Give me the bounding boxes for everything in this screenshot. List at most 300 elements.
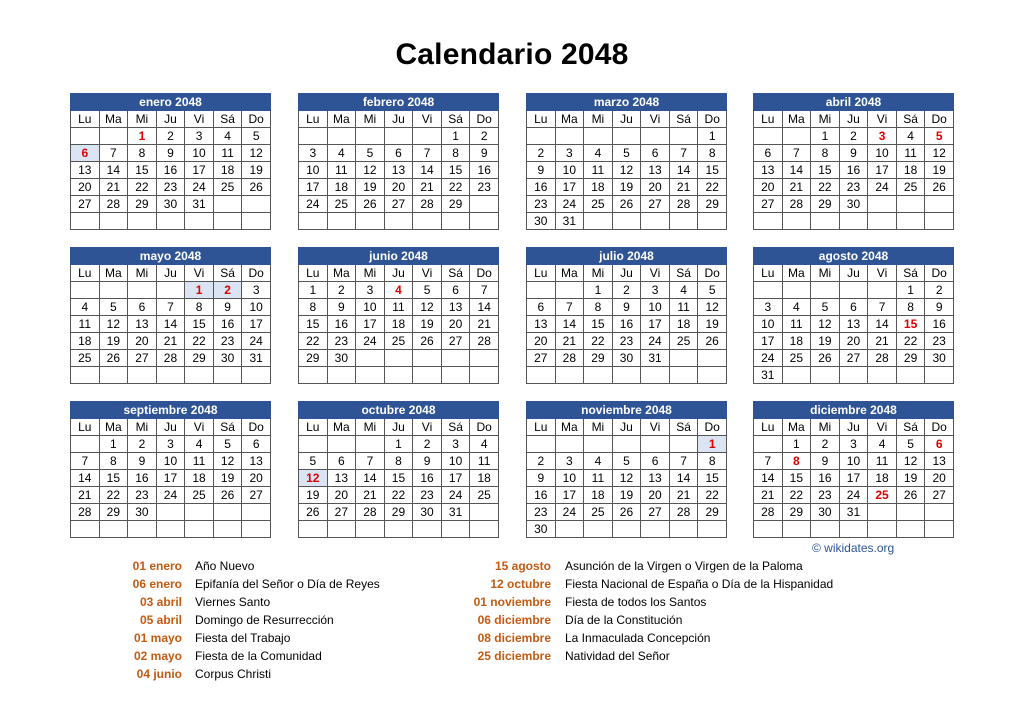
day-cell[interactable]: 24 [555, 196, 584, 213]
day-cell[interactable]: 15 [698, 470, 727, 487]
day-cell[interactable]: 13 [128, 316, 157, 333]
day-cell[interactable]: 21 [356, 487, 385, 504]
day-cell[interactable]: 18 [327, 179, 356, 196]
day-cell[interactable]: 28 [754, 504, 783, 521]
day-cell[interactable]: 29 [584, 350, 613, 367]
day-cell[interactable]: 20 [128, 333, 157, 350]
day-cell[interactable]: 28 [669, 504, 698, 521]
day-cell[interactable]: 15 [99, 470, 128, 487]
day-cell[interactable]: 27 [441, 333, 470, 350]
source-link[interactable]: © wikidates.org [812, 541, 895, 555]
day-cell[interactable]: 12 [356, 162, 385, 179]
day-cell[interactable]: 8 [698, 453, 727, 470]
day-cell[interactable]: 14 [356, 470, 385, 487]
day-cell[interactable]: 11 [384, 299, 413, 316]
day-cell[interactable]: 16 [612, 316, 641, 333]
day-cell[interactable]: 27 [641, 504, 670, 521]
day-cell[interactable]: 23 [327, 333, 356, 350]
day-cell[interactable]: 9 [527, 162, 556, 179]
day-cell[interactable]: 9 [128, 453, 157, 470]
day-cell[interactable]: 5 [356, 145, 385, 162]
day-cell[interactable]: 29 [299, 350, 328, 367]
day-cell[interactable]: 8 [299, 299, 328, 316]
day-cell[interactable]: 5 [213, 436, 242, 453]
day-cell[interactable]: 30 [925, 350, 954, 367]
day-cell[interactable]: 12 [698, 299, 727, 316]
day-cell[interactable]: 26 [698, 333, 727, 350]
day-cell[interactable]: 2 [413, 436, 442, 453]
day-cell[interactable]: 13 [242, 453, 271, 470]
day-cell[interactable]: 6 [754, 145, 783, 162]
day-cell[interactable]: 21 [71, 487, 100, 504]
day-cell[interactable]: 27 [128, 350, 157, 367]
day-cell[interactable]: 22 [128, 179, 157, 196]
day-cell[interactable]: 12 [299, 470, 328, 487]
day-cell[interactable]: 15 [896, 316, 925, 333]
day-cell[interactable]: 23 [213, 333, 242, 350]
day-cell[interactable]: 17 [185, 162, 214, 179]
day-cell[interactable]: 20 [641, 487, 670, 504]
day-cell[interactable]: 19 [242, 162, 271, 179]
day-cell[interactable]: 10 [555, 162, 584, 179]
day-cell[interactable]: 4 [868, 436, 897, 453]
day-cell[interactable]: 18 [896, 162, 925, 179]
day-cell[interactable]: 8 [782, 453, 811, 470]
day-cell[interactable]: 26 [299, 504, 328, 521]
day-cell[interactable]: 13 [327, 470, 356, 487]
day-cell[interactable]: 14 [555, 316, 584, 333]
day-cell[interactable]: 20 [384, 179, 413, 196]
day-cell[interactable]: 8 [185, 299, 214, 316]
day-cell[interactable]: 19 [925, 162, 954, 179]
day-cell[interactable]: 19 [99, 333, 128, 350]
day-cell[interactable]: 16 [527, 487, 556, 504]
day-cell[interactable]: 10 [242, 299, 271, 316]
day-cell[interactable]: 21 [754, 487, 783, 504]
day-cell[interactable]: 6 [128, 299, 157, 316]
day-cell[interactable]: 27 [925, 487, 954, 504]
day-cell[interactable]: 24 [441, 487, 470, 504]
day-cell[interactable]: 4 [896, 128, 925, 145]
day-cell[interactable]: 2 [156, 128, 185, 145]
day-cell[interactable]: 4 [470, 436, 499, 453]
day-cell[interactable]: 31 [839, 504, 868, 521]
day-cell[interactable]: 4 [782, 299, 811, 316]
day-cell[interactable]: 2 [811, 436, 840, 453]
day-cell[interactable]: 2 [470, 128, 499, 145]
day-cell[interactable]: 21 [782, 179, 811, 196]
day-cell[interactable]: 4 [384, 282, 413, 299]
day-cell[interactable]: 27 [754, 196, 783, 213]
day-cell[interactable]: 8 [384, 453, 413, 470]
day-cell[interactable]: 6 [641, 453, 670, 470]
day-cell[interactable]: 1 [384, 436, 413, 453]
day-cell[interactable]: 22 [584, 333, 613, 350]
day-cell[interactable]: 1 [782, 436, 811, 453]
day-cell[interactable]: 16 [527, 179, 556, 196]
day-cell[interactable]: 7 [754, 453, 783, 470]
day-cell[interactable]: 30 [527, 213, 556, 230]
day-cell[interactable]: 11 [470, 453, 499, 470]
day-cell[interactable]: 22 [99, 487, 128, 504]
day-cell[interactable]: 22 [698, 179, 727, 196]
day-cell[interactable]: 11 [782, 316, 811, 333]
day-cell[interactable]: 11 [213, 145, 242, 162]
day-cell[interactable]: 30 [327, 350, 356, 367]
day-cell[interactable]: 18 [868, 470, 897, 487]
day-cell[interactable]: 18 [213, 162, 242, 179]
day-cell[interactable]: 28 [356, 504, 385, 521]
day-cell[interactable]: 16 [413, 470, 442, 487]
day-cell[interactable]: 16 [128, 470, 157, 487]
day-cell[interactable]: 7 [156, 299, 185, 316]
day-cell[interactable]: 14 [754, 470, 783, 487]
day-cell[interactable]: 17 [839, 470, 868, 487]
day-cell[interactable]: 3 [356, 282, 385, 299]
day-cell[interactable]: 6 [441, 282, 470, 299]
day-cell[interactable]: 7 [413, 145, 442, 162]
day-cell[interactable]: 4 [584, 145, 613, 162]
day-cell[interactable]: 4 [71, 299, 100, 316]
day-cell[interactable]: 30 [128, 504, 157, 521]
day-cell[interactable]: 25 [669, 333, 698, 350]
day-cell[interactable]: 1 [896, 282, 925, 299]
day-cell[interactable]: 28 [413, 196, 442, 213]
day-cell[interactable]: 13 [527, 316, 556, 333]
day-cell[interactable]: 9 [470, 145, 499, 162]
day-cell[interactable]: 28 [868, 350, 897, 367]
day-cell[interactable]: 27 [242, 487, 271, 504]
day-cell[interactable]: 8 [811, 145, 840, 162]
day-cell[interactable]: 11 [185, 453, 214, 470]
day-cell[interactable]: 24 [356, 333, 385, 350]
day-cell[interactable]: 22 [811, 179, 840, 196]
day-cell[interactable]: 9 [612, 299, 641, 316]
day-cell[interactable]: 24 [641, 333, 670, 350]
day-cell[interactable]: 23 [811, 487, 840, 504]
day-cell[interactable]: 10 [356, 299, 385, 316]
day-cell[interactable]: 17 [441, 470, 470, 487]
day-cell[interactable]: 3 [555, 145, 584, 162]
day-cell[interactable]: 31 [754, 367, 783, 384]
day-cell[interactable]: 27 [839, 350, 868, 367]
day-cell[interactable]: 14 [99, 162, 128, 179]
day-cell[interactable]: 4 [669, 282, 698, 299]
day-cell[interactable]: 15 [782, 470, 811, 487]
day-cell[interactable]: 17 [555, 487, 584, 504]
day-cell[interactable]: 11 [327, 162, 356, 179]
day-cell[interactable]: 30 [156, 196, 185, 213]
day-cell[interactable]: 13 [925, 453, 954, 470]
day-cell[interactable]: 21 [669, 179, 698, 196]
day-cell[interactable]: 18 [185, 470, 214, 487]
day-cell[interactable]: 13 [384, 162, 413, 179]
day-cell[interactable]: 10 [868, 145, 897, 162]
day-cell[interactable]: 7 [99, 145, 128, 162]
day-cell[interactable]: 3 [185, 128, 214, 145]
day-cell[interactable]: 12 [612, 470, 641, 487]
day-cell[interactable]: 12 [925, 145, 954, 162]
day-cell[interactable]: 15 [584, 316, 613, 333]
day-cell[interactable]: 2 [527, 145, 556, 162]
day-cell[interactable]: 7 [868, 299, 897, 316]
day-cell[interactable]: 1 [584, 282, 613, 299]
day-cell[interactable]: 10 [185, 145, 214, 162]
day-cell[interactable]: 14 [669, 470, 698, 487]
day-cell[interactable]: 21 [555, 333, 584, 350]
day-cell[interactable]: 6 [71, 145, 100, 162]
day-cell[interactable]: 25 [185, 487, 214, 504]
day-cell[interactable]: 28 [99, 196, 128, 213]
day-cell[interactable]: 8 [584, 299, 613, 316]
day-cell[interactable]: 5 [896, 436, 925, 453]
day-cell[interactable]: 11 [584, 162, 613, 179]
day-cell[interactable]: 17 [555, 179, 584, 196]
day-cell[interactable]: 1 [441, 128, 470, 145]
day-cell[interactable]: 25 [896, 179, 925, 196]
day-cell[interactable]: 7 [669, 145, 698, 162]
day-cell[interactable]: 27 [527, 350, 556, 367]
day-cell[interactable]: 6 [384, 145, 413, 162]
day-cell[interactable]: 1 [128, 128, 157, 145]
day-cell[interactable]: 11 [669, 299, 698, 316]
day-cell[interactable]: 21 [156, 333, 185, 350]
day-cell[interactable]: 1 [185, 282, 214, 299]
day-cell[interactable]: 25 [584, 504, 613, 521]
day-cell[interactable]: 19 [698, 316, 727, 333]
day-cell[interactable]: 26 [612, 196, 641, 213]
day-cell[interactable]: 2 [612, 282, 641, 299]
day-cell[interactable]: 24 [299, 196, 328, 213]
day-cell[interactable]: 25 [868, 487, 897, 504]
day-cell[interactable]: 28 [156, 350, 185, 367]
day-cell[interactable]: 15 [185, 316, 214, 333]
day-cell[interactable]: 26 [811, 350, 840, 367]
day-cell[interactable]: 26 [99, 350, 128, 367]
day-cell[interactable]: 16 [156, 162, 185, 179]
day-cell[interactable]: 5 [925, 128, 954, 145]
day-cell[interactable]: 29 [811, 196, 840, 213]
day-cell[interactable]: 3 [641, 282, 670, 299]
day-cell[interactable]: 9 [925, 299, 954, 316]
day-cell[interactable]: 12 [811, 316, 840, 333]
day-cell[interactable]: 29 [185, 350, 214, 367]
day-cell[interactable]: 31 [185, 196, 214, 213]
day-cell[interactable]: 3 [868, 128, 897, 145]
day-cell[interactable]: 26 [242, 179, 271, 196]
day-cell[interactable]: 5 [698, 282, 727, 299]
day-cell[interactable]: 18 [584, 487, 613, 504]
day-cell[interactable]: 23 [156, 179, 185, 196]
day-cell[interactable]: 24 [754, 350, 783, 367]
day-cell[interactable]: 18 [669, 316, 698, 333]
day-cell[interactable]: 2 [925, 282, 954, 299]
day-cell[interactable]: 23 [128, 487, 157, 504]
day-cell[interactable]: 20 [527, 333, 556, 350]
day-cell[interactable]: 16 [839, 162, 868, 179]
day-cell[interactable]: 22 [299, 333, 328, 350]
day-cell[interactable]: 9 [839, 145, 868, 162]
day-cell[interactable]: 12 [896, 453, 925, 470]
day-cell[interactable]: 24 [185, 179, 214, 196]
day-cell[interactable]: 24 [839, 487, 868, 504]
day-cell[interactable]: 21 [470, 316, 499, 333]
day-cell[interactable]: 15 [128, 162, 157, 179]
day-cell[interactable]: 24 [868, 179, 897, 196]
day-cell[interactable]: 6 [839, 299, 868, 316]
day-cell[interactable]: 22 [698, 487, 727, 504]
day-cell[interactable]: 9 [156, 145, 185, 162]
day-cell[interactable]: 20 [242, 470, 271, 487]
day-cell[interactable]: 3 [754, 299, 783, 316]
day-cell[interactable]: 7 [470, 282, 499, 299]
day-cell[interactable]: 29 [896, 350, 925, 367]
day-cell[interactable]: 16 [470, 162, 499, 179]
day-cell[interactable]: 30 [413, 504, 442, 521]
day-cell[interactable]: 11 [584, 470, 613, 487]
day-cell[interactable]: 28 [555, 350, 584, 367]
day-cell[interactable]: 31 [242, 350, 271, 367]
day-cell[interactable]: 20 [754, 179, 783, 196]
day-cell[interactable]: 28 [669, 196, 698, 213]
day-cell[interactable]: 22 [185, 333, 214, 350]
day-cell[interactable]: 21 [413, 179, 442, 196]
day-cell[interactable]: 25 [327, 196, 356, 213]
day-cell[interactable]: 7 [555, 299, 584, 316]
day-cell[interactable]: 20 [441, 316, 470, 333]
day-cell[interactable]: 21 [99, 179, 128, 196]
day-cell[interactable]: 4 [185, 436, 214, 453]
day-cell[interactable]: 23 [527, 196, 556, 213]
day-cell[interactable]: 17 [356, 316, 385, 333]
day-cell[interactable]: 1 [99, 436, 128, 453]
day-cell[interactable]: 19 [612, 487, 641, 504]
day-cell[interactable]: 9 [213, 299, 242, 316]
day-cell[interactable]: 7 [782, 145, 811, 162]
day-cell[interactable]: 25 [384, 333, 413, 350]
day-cell[interactable]: 14 [782, 162, 811, 179]
day-cell[interactable]: 31 [641, 350, 670, 367]
day-cell[interactable]: 2 [213, 282, 242, 299]
day-cell[interactable]: 17 [641, 316, 670, 333]
day-cell[interactable]: 26 [213, 487, 242, 504]
day-cell[interactable]: 1 [299, 282, 328, 299]
day-cell[interactable]: 24 [555, 504, 584, 521]
day-cell[interactable]: 26 [413, 333, 442, 350]
day-cell[interactable]: 18 [584, 179, 613, 196]
day-cell[interactable]: 28 [782, 196, 811, 213]
day-cell[interactable]: 13 [71, 162, 100, 179]
day-cell[interactable]: 30 [213, 350, 242, 367]
day-cell[interactable]: 23 [413, 487, 442, 504]
day-cell[interactable]: 29 [128, 196, 157, 213]
day-cell[interactable]: 16 [213, 316, 242, 333]
day-cell[interactable]: 5 [612, 453, 641, 470]
day-cell[interactable]: 5 [811, 299, 840, 316]
day-cell[interactable]: 26 [925, 179, 954, 196]
day-cell[interactable]: 8 [99, 453, 128, 470]
day-cell[interactable]: 23 [527, 504, 556, 521]
day-cell[interactable]: 25 [782, 350, 811, 367]
day-cell[interactable]: 8 [128, 145, 157, 162]
day-cell[interactable]: 19 [356, 179, 385, 196]
day-cell[interactable]: 14 [470, 299, 499, 316]
day-cell[interactable]: 7 [669, 453, 698, 470]
day-cell[interactable]: 17 [156, 470, 185, 487]
day-cell[interactable]: 25 [470, 487, 499, 504]
day-cell[interactable]: 2 [839, 128, 868, 145]
day-cell[interactable]: 8 [896, 299, 925, 316]
day-cell[interactable]: 10 [441, 453, 470, 470]
day-cell[interactable]: 3 [839, 436, 868, 453]
day-cell[interactable]: 27 [641, 196, 670, 213]
day-cell[interactable]: 9 [413, 453, 442, 470]
day-cell[interactable]: 27 [384, 196, 413, 213]
day-cell[interactable]: 14 [868, 316, 897, 333]
day-cell[interactable]: 26 [612, 504, 641, 521]
day-cell[interactable]: 30 [839, 196, 868, 213]
day-cell[interactable]: 6 [925, 436, 954, 453]
day-cell[interactable]: 19 [213, 470, 242, 487]
day-cell[interactable]: 4 [213, 128, 242, 145]
day-cell[interactable]: 25 [584, 196, 613, 213]
day-cell[interactable]: 4 [327, 145, 356, 162]
day-cell[interactable]: 8 [698, 145, 727, 162]
day-cell[interactable]: 19 [413, 316, 442, 333]
day-cell[interactable]: 20 [327, 487, 356, 504]
day-cell[interactable]: 30 [811, 504, 840, 521]
day-cell[interactable]: 20 [925, 470, 954, 487]
day-cell[interactable]: 11 [896, 145, 925, 162]
day-cell[interactable]: 6 [527, 299, 556, 316]
day-cell[interactable]: 11 [868, 453, 897, 470]
day-cell[interactable]: 12 [242, 145, 271, 162]
day-cell[interactable]: 5 [99, 299, 128, 316]
day-cell[interactable]: 13 [839, 316, 868, 333]
day-cell[interactable]: 1 [698, 436, 727, 453]
day-cell[interactable]: 17 [868, 162, 897, 179]
day-cell[interactable]: 15 [811, 162, 840, 179]
day-cell[interactable]: 18 [384, 316, 413, 333]
day-cell[interactable]: 27 [71, 196, 100, 213]
day-cell[interactable]: 25 [71, 350, 100, 367]
day-cell[interactable]: 23 [839, 179, 868, 196]
day-cell[interactable]: 29 [441, 196, 470, 213]
day-cell[interactable]: 18 [71, 333, 100, 350]
day-cell[interactable]: 9 [327, 299, 356, 316]
day-cell[interactable]: 10 [641, 299, 670, 316]
day-cell[interactable]: 29 [698, 504, 727, 521]
day-cell[interactable]: 10 [754, 316, 783, 333]
day-cell[interactable]: 13 [754, 162, 783, 179]
day-cell[interactable]: 1 [698, 128, 727, 145]
day-cell[interactable]: 13 [641, 162, 670, 179]
day-cell[interactable]: 20 [71, 179, 100, 196]
day-cell[interactable]: 24 [156, 487, 185, 504]
day-cell[interactable]: 12 [413, 299, 442, 316]
day-cell[interactable]: 2 [327, 282, 356, 299]
day-cell[interactable]: 13 [441, 299, 470, 316]
day-cell[interactable]: 8 [441, 145, 470, 162]
day-cell[interactable]: 22 [441, 179, 470, 196]
day-cell[interactable]: 29 [99, 504, 128, 521]
day-cell[interactable]: 10 [555, 470, 584, 487]
day-cell[interactable]: 26 [356, 196, 385, 213]
day-cell[interactable]: 19 [299, 487, 328, 504]
day-cell[interactable]: 7 [71, 453, 100, 470]
day-cell[interactable]: 29 [782, 504, 811, 521]
day-cell[interactable]: 12 [612, 162, 641, 179]
